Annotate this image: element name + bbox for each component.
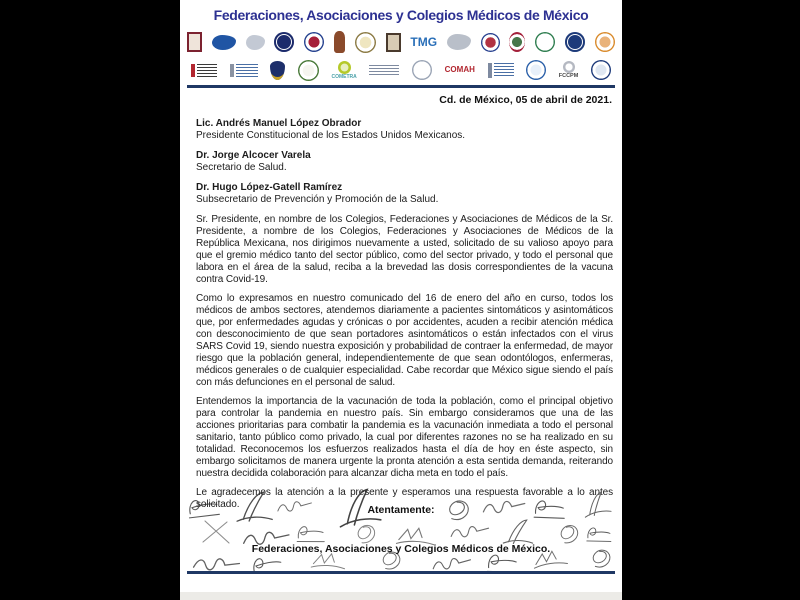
dateline: Cd. de México, 05 de abril de 2021. (439, 94, 612, 106)
red-green-oval-logo (509, 32, 525, 52)
text-lines-logo (369, 65, 399, 75)
signature-scribble (432, 557, 471, 570)
blue-figure-circle-logo (526, 60, 546, 80)
signature-scribble (297, 526, 325, 543)
signature-scribble (357, 525, 375, 544)
eagle-circle-logo (412, 60, 432, 80)
gray-mexico-map-logo (447, 34, 471, 50)
blue-c-medicina-interna-logo (212, 35, 236, 50)
addressee-block (196, 118, 613, 142)
blue-red-round-logo (481, 33, 500, 52)
addressee-role: Secretario de Salud. (196, 162, 287, 173)
signature-area (180, 487, 622, 573)
salutation: Atentamente: (367, 504, 435, 516)
signature-scribble (561, 525, 579, 543)
framed-plaque-logo (386, 33, 401, 52)
figure-text-logo (488, 63, 514, 78)
brown-figure-logo (334, 31, 345, 53)
cometra-logo-label: COMETRA (331, 73, 357, 80)
addressee-block (196, 150, 613, 174)
logo-row-2 (191, 58, 611, 82)
orange-lungs-circle-logo (595, 32, 615, 52)
letter-content (180, 118, 622, 511)
mexico-map-cream-circle-logo (355, 32, 376, 53)
signature-scribbles (180, 487, 622, 573)
page-bottom-edge (180, 592, 622, 600)
green-wreath-circle-logo (298, 60, 319, 81)
letter-document (180, 0, 622, 600)
tmg-logo (410, 36, 437, 48)
body-paragraph: Entendemos la importancia de la vacunación de toda la población, como el principal objetivo para controlar la pandemia en nuestro país. Sin embargo consideramos que una de las acciones prioritarias para combatir la pandemia es la vacunación inmediata a todo el personal sanitario, tanto público como privado, la cual por diferentes razones no se ha realizado en su totalidad. Reconocemos los esfuerzos realizados hasta el día de hoy en éste aspecto, sin embargo solicitamos de manera urgente la pronta atención a esta sentida demanda, reiterando nuestra decidida colaboración para alcanzar dicha meta en todo el país. (196, 396, 613, 479)
addressee-role: Presidente Constitucional de los Estados Unidos Mexicanos. (196, 130, 466, 141)
addressee-name: Lic. Andrés Manuel López Obrador (196, 118, 362, 129)
red-bar-text-logo (191, 64, 217, 77)
navy-band-circle-logo (565, 32, 585, 52)
header-divider (187, 85, 615, 88)
body-paragraph: Como lo expresamos en nuestro comunicado del 16 de enero del año en curso, todos los médicos de ambos sectores, atendemos diariamente a pacientes sintomáticos y asintomáticos que, por enfermedades agudas y crónicas o por accidentes, acuden a recibir atención médica con desconocimiento de que sean portadores asintomáticos o están infectados con el virus SARS Covid 19, siendo nuestra exposición y probabilidad de contraer la enfermedad, de mayor riesgo que la población general, independientemente de que sean odontólogos, enfermeras, médicos generales o de cualquier especialidad. Cabe recordar que México sigue siendo el país con más defunciones en el personal de salud. (196, 293, 613, 388)
addressee-role: Subsecretario de Prevención y Promoción de la Salud. (196, 194, 439, 205)
hourglass-emblem-logo (187, 32, 202, 52)
logo-row-1 (187, 29, 615, 55)
addressee-name: Dr. Jorge Alcocer Varela (196, 150, 311, 161)
letter-title: Federaciones, Asociaciones y Colegios Médicos de México (213, 7, 589, 23)
letterbox-left (0, 0, 180, 600)
fccpm-logo-label: FCCPM (558, 72, 579, 79)
navy-gold-shield-logo (270, 61, 285, 80)
body-paragraph: Sr. Presidente, en nombre de los Colegios, Federaciones y Asociaciones de Médicos de la Sr. Presidente, a nombre de los Colegios, Federaciones y Asociaciones de Médicos de la República Mexicana, nos dirigimos nuevamente a usted, solicitado de su valioso apoyo para que el gremio médico tanto del sector público, como del sector privado, y todo el personal que labora en el área de la salud, reciba a la brevedad las dosis correspondientes de la vacuna contra Covid-19. (196, 214, 613, 285)
emblem-text-lines-logo (230, 64, 258, 77)
signer-line: Federaciones, Asociaciones y Colegios Médicos de México. (251, 543, 551, 555)
blue-red-badge-logo (304, 32, 324, 52)
signature-scribble (587, 527, 612, 543)
footer-divider (187, 571, 615, 574)
navy-emblem-circle-logo (591, 60, 611, 80)
addressee-name: Dr. Hugo López-Gatell Ramírez (196, 182, 343, 193)
tmg-logo-label: TMG (410, 35, 438, 49)
comah-logo-label: COMAH (444, 65, 475, 74)
signature-scribble (450, 525, 489, 538)
addressee-block (196, 182, 613, 206)
fccpm-logo (559, 61, 579, 80)
signature-scribble (203, 521, 229, 543)
cometra-logo (332, 61, 357, 80)
addressee-list (196, 118, 613, 206)
body-paragraph: Le agradecemos la atención a la presente y esperamos una respuesta favorable a lo antes solicitado. (196, 487, 613, 510)
signature-scribble (193, 558, 239, 572)
letter-body (196, 214, 613, 511)
letterbox-right (622, 0, 800, 600)
clock-cross-logo (535, 32, 555, 52)
navy-monogram-circle-logo (274, 32, 294, 52)
gray-crest-logo (246, 35, 265, 50)
comah-logo (445, 66, 475, 74)
